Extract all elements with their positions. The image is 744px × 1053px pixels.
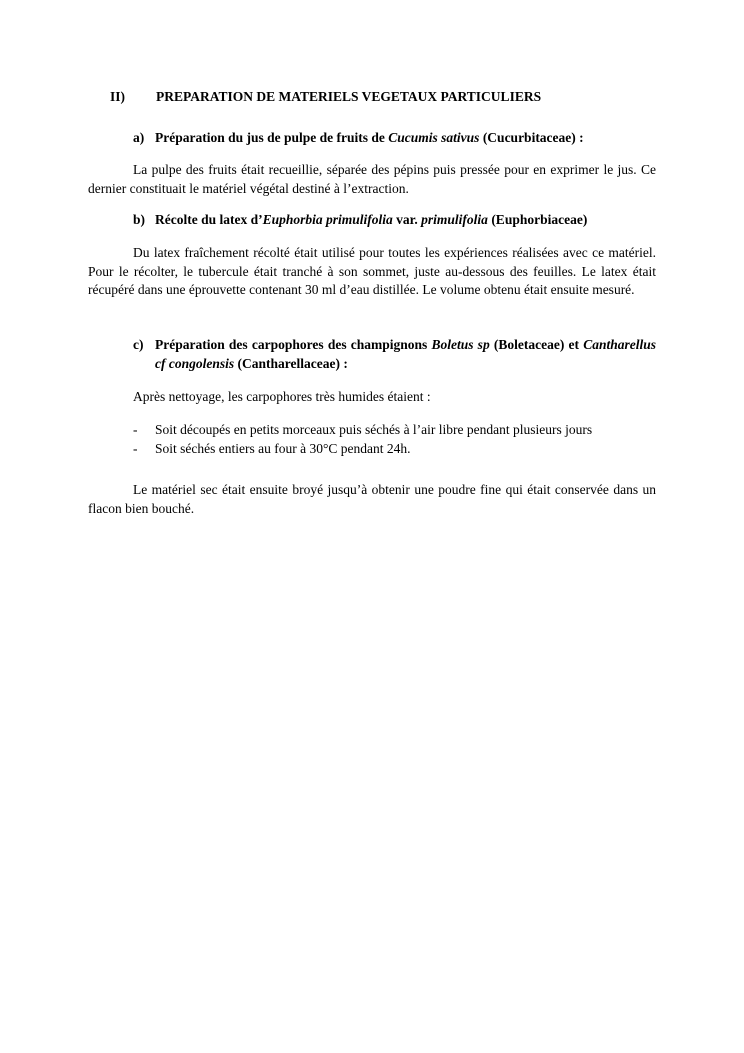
paragraph-b: Du latex fraîchement récolté était utilisé pour toutes les expériences réalisées avec ce matériel. Pour le récolter, le tubercule était tranché à son sommet, juste au-dessous des feuilles. Le latex était récupéré dans une éprouvette contenant 30 ml d’eau distillée. Le volume obtenu était ensuite mesuré. (88, 245, 656, 297)
subheading-b-family: (Euphorbiaceae) (487, 212, 588, 227)
paragraph-a-block (88, 161, 656, 198)
paragraph-a: La pulpe des fruits était recueillie, séparée des pépins puis pressée pour en exprimer le jus. Ce dernier constituait le matériel végétal destiné à l’extraction. (88, 162, 656, 196)
list-item-text: Soit séchés entiers au four à 30°C pendant 24h. (155, 440, 411, 456)
paragraph-b-block (88, 244, 656, 300)
subheading-c-text-part: Préparation des carpophores des champignons (155, 337, 432, 352)
subheading-c (133, 336, 656, 373)
section-number: II) (110, 89, 126, 104)
paragraph-c-end: Le matériel sec était ensuite broyé jusqu’à obtenir une poudre fine qui était conservée dans un flacon bien bouché. (88, 482, 656, 516)
list-item (133, 421, 656, 440)
subheading-a-letter: a) (133, 130, 145, 145)
subheading-c-family-1: (Boletaceae) et (489, 337, 584, 352)
list-item (133, 440, 656, 459)
subheading-a-species: Cucumis sativus (388, 130, 480, 145)
list-dash: - (133, 440, 138, 456)
subheading-c-letter: c) (133, 337, 144, 352)
subheading-a-text (155, 129, 656, 148)
paragraph-c-intro: Après nettoyage, les carpophores très humides étaient : (133, 389, 431, 404)
section-title: PREPARATION DE MATERIELS VEGETAUX PARTICULIERS (156, 89, 542, 104)
subheading-c-species-1: Boletus sp (431, 337, 490, 352)
paragraph-c-end-block (88, 481, 656, 518)
subheading-a-text-part: Préparation du jus de pulpe de fruits de (155, 130, 389, 145)
subheading-b-variety: primulifolia (421, 212, 488, 227)
subheading-b-text-part: Récolte du latex d’ (155, 212, 263, 227)
subheading-b-text (155, 211, 656, 230)
subheading-b-species: Euphorbia primulifolia (262, 212, 393, 227)
subheading-b-var: var. (392, 212, 422, 227)
subheading-b-letter: b) (133, 212, 146, 227)
subheading-c-species-2: Cantharellus cf congolensis (155, 337, 657, 371)
subheading-b (133, 211, 656, 230)
list-dash: - (133, 422, 138, 437)
list-c (133, 421, 656, 458)
subheading-a (133, 129, 656, 148)
subheading-c-text (155, 336, 656, 373)
subheading-a-family: (Cucurbitaceae) : (479, 130, 584, 145)
section-heading (110, 88, 541, 107)
list-item-text: Soit découpés en petits morceaux puis séchés à l’air libre pendant plusieurs jours (155, 422, 593, 437)
subheading-c-family-2: (Cantharellaceae) : (234, 355, 348, 371)
